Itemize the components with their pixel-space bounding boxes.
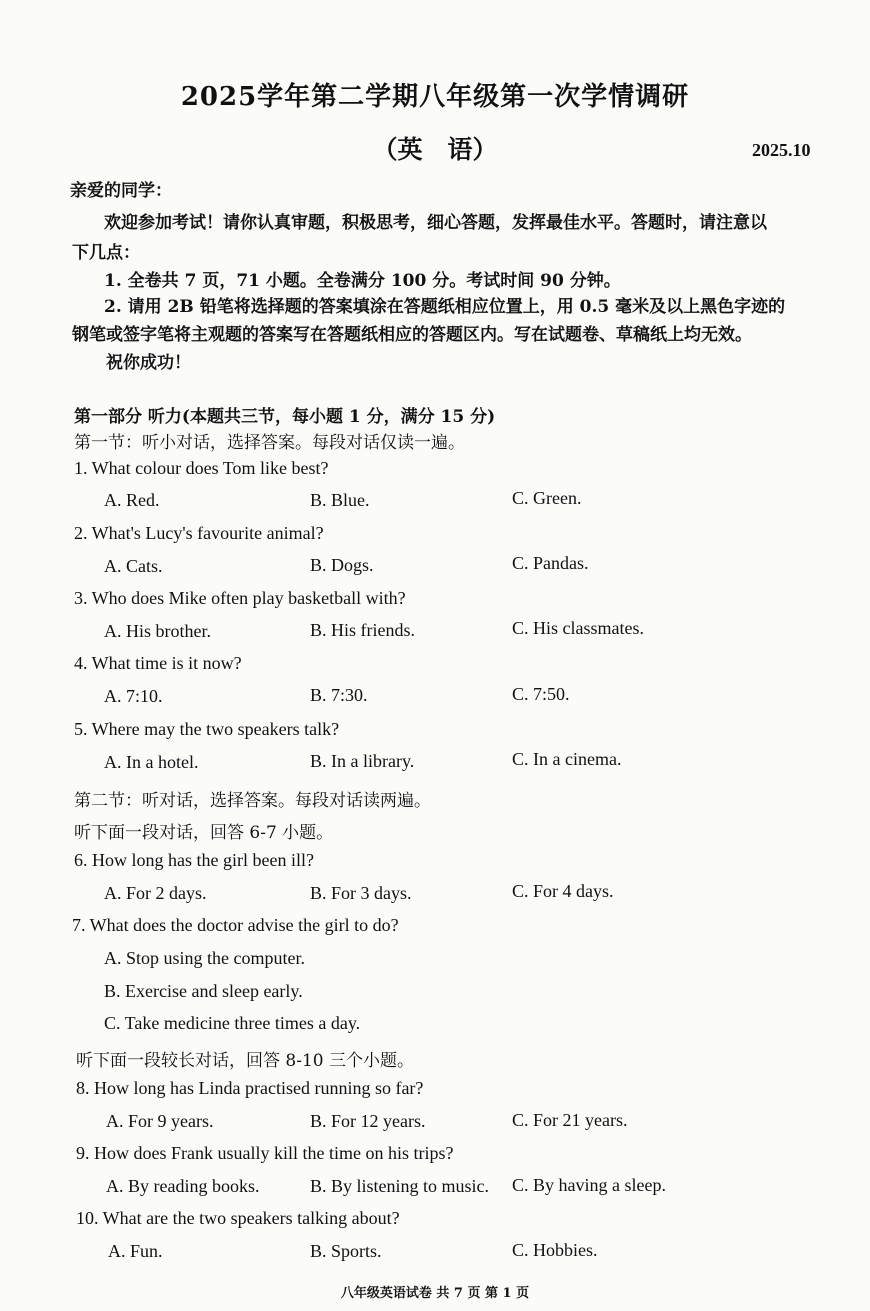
question-10-option-b: B. Sports. <box>310 1241 382 1261</box>
question-10: 10. What are the two speakers talking about? <box>76 1208 400 1228</box>
question-1-option-c: C. Green. <box>512 488 582 508</box>
question-5: 5. Where may the two speakers talk? <box>74 719 340 739</box>
question-2-option-a: A. Cats. <box>104 556 163 576</box>
question-8-option-a: A. For 9 years. <box>106 1111 214 1131</box>
question-3-option-c: C. His classmates. <box>512 618 644 638</box>
question-5-option-b: B. In a library. <box>310 751 415 771</box>
question-8-option-b: B. For 12 years. <box>310 1111 426 1131</box>
question-9: 9. How does Frank usually kill the time on his trips? <box>76 1143 454 1163</box>
question-1-option-a: A. Red. <box>104 490 160 510</box>
question-7-option-b: B. Exercise and sleep early. <box>104 981 303 1001</box>
question-3: 3. Who does Mike often play basketball with? <box>74 588 406 608</box>
question-3-option-b: B. His friends. <box>310 620 415 640</box>
question-4-option-b: B. 7:30. <box>310 685 368 705</box>
question-8-option-c: C. For 21 years. <box>512 1110 628 1130</box>
question-10-option-c: C. Hobbies. <box>512 1240 598 1260</box>
question-6: 6. How long has the girl been ill? <box>74 850 314 870</box>
dialog-2-instruction: 听下面一段较长对话，回答 8-10 三个小题。 <box>76 1051 414 1071</box>
question-1: 1. What colour does Tom like best? <box>74 458 329 478</box>
instruction-item-2-line-1: 2. 请用 2B 铅笔将选择题的答案填涂在答题纸相应位置上，用 0.5 毫米及以上黑色字迹的 <box>104 297 786 317</box>
wish-text: 祝你成功！ <box>106 353 191 373</box>
question-9-option-b: B. By listening to music. <box>310 1176 490 1196</box>
question-2: 2. What's Lucy's favourite animal? <box>74 523 324 543</box>
question-5-option-c: C. In a cinema. <box>512 749 622 769</box>
question-2-option-c: C. Pandas. <box>512 553 589 573</box>
question-4-option-c: C. 7:50. <box>512 684 570 704</box>
question-6-option-c: C. For 4 days. <box>512 881 614 901</box>
instruction-item-1: 1. 全卷共 7 页，71 小题。全卷满分 100 分。考试时间 90 分钟。 <box>104 271 621 291</box>
question-9-option-c: C. By having a sleep. <box>512 1175 666 1195</box>
question-4-option-a: A. 7:10. <box>104 686 163 706</box>
instruction-item-2-line-2: 钢笔或签字笔将主观题的答案写在答题纸相应的答题区内。写在试题卷、草稿纸上均无效。 <box>72 325 752 345</box>
question-7-option-a: A. Stop using the computer. <box>104 948 305 968</box>
part1-heading: 第一部分 听力(本题共三节，每小题 1 分，满分 15 分) <box>74 407 496 427</box>
question-2-option-b: B. Dogs. <box>310 555 374 575</box>
question-8: 8. How long has Linda practised running so far? <box>76 1078 424 1098</box>
intro-paragraph-line-1: 欢迎参加考试！请你认真审题，积极思考，细心答题，发挥最佳水平。答题时，请注意以 <box>104 213 767 233</box>
question-1-option-b: B. Blue. <box>310 490 370 510</box>
question-5-option-a: A. In a hotel. <box>104 752 199 772</box>
question-3-option-a: A. His brother. <box>104 621 211 641</box>
intro-paragraph-line-2: 下几点： <box>72 243 140 263</box>
question-9-option-a: A. By reading books. <box>106 1176 260 1196</box>
page-footer: 八年级英语试卷 共 7 页 第 1 页 <box>340 1286 530 1301</box>
dialog-1-instruction: 听下面一段对话，回答 6-7 小题。 <box>74 823 334 843</box>
exam-date: 2025.10 <box>752 140 811 160</box>
exam-subject: （英 语） <box>372 135 498 164</box>
question-4: 4. What time is it now? <box>74 653 242 673</box>
question-7: 7. What does the doctor advise the girl to do? <box>72 915 399 935</box>
section2-heading: 第二节：听对话，选择答案。每段对话读两遍。 <box>74 791 431 811</box>
question-10-option-a: A. Fun. <box>108 1241 163 1261</box>
greeting: 亲爱的同学： <box>70 181 172 201</box>
exam-title: 2025学年第二学期八年级第一次学情调研 <box>180 82 690 112</box>
question-6-option-b: B. For 3 days. <box>310 883 412 903</box>
question-6-option-a: A. For 2 days. <box>104 883 207 903</box>
question-7-option-c: C. Take medicine three times a day. <box>104 1013 361 1033</box>
section1-heading: 第一节：听小对话，选择答案。每段对话仅读一遍。 <box>74 433 465 453</box>
